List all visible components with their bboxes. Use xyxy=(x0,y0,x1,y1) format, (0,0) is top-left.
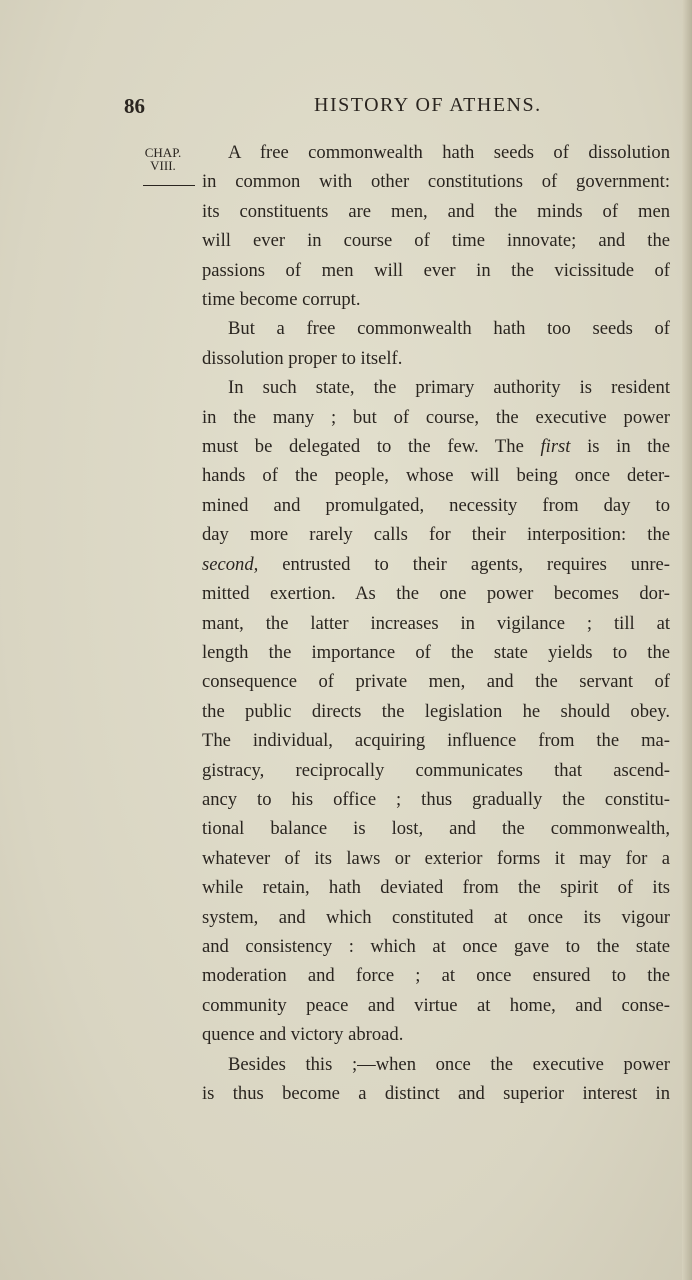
text-line: dissolution proper to itself. xyxy=(202,347,403,369)
margin-rule xyxy=(143,185,195,186)
text-line-with-emphasis xyxy=(202,432,670,461)
text-line: its constituents are men, and the minds of men xyxy=(202,200,670,222)
line-head: must be delegated to the few. The xyxy=(202,436,524,458)
text-line: day more rarely calls for their interposition: the xyxy=(202,524,670,546)
text-line: But a free commonwealth hath too seeds of xyxy=(228,318,670,340)
line-tail: is in the xyxy=(587,436,670,458)
paragraph xyxy=(202,373,670,1049)
text-line: is thus become a distinct and superior interest in xyxy=(202,1083,670,1104)
text-line: time become corrupt. xyxy=(202,289,361,311)
text-line: in common with other constitutions of government: xyxy=(202,171,670,193)
text-line: A free commonwealth hath seeds of dissolution xyxy=(228,142,670,163)
text-line: gistracy, reciprocally communicates that ascend- xyxy=(202,759,670,781)
chap-number: VIII. xyxy=(150,158,176,173)
page-edge xyxy=(682,0,692,1280)
text-line-with-emphasis xyxy=(202,550,670,579)
paragraph xyxy=(202,138,670,314)
page-header xyxy=(124,94,584,120)
text-line: tional balance is lost, and the commonwealth, xyxy=(202,818,670,840)
emphasis-second: second, xyxy=(202,553,259,575)
chap-label: CHAP. xyxy=(144,145,182,160)
text-line: passions of men will ever in the vicissitude of xyxy=(202,259,670,281)
text-line: whatever of its laws or exterior forms it may for a xyxy=(202,847,670,869)
running-title: HISTORY OF ATHENS. xyxy=(314,94,542,116)
chapter-marginal-note xyxy=(138,146,188,172)
text-line: moderation and force ; at once ensured to the xyxy=(202,965,670,987)
emphasis-first: first xyxy=(540,436,571,458)
text-line: ancy to his office ; thus gradually the constitu- xyxy=(202,788,670,810)
text-line: In such state, the primary authority is resident xyxy=(228,377,670,399)
text-line: quence and victory abroad. xyxy=(202,1024,404,1046)
text-line: The individual, acquiring influence from the ma- xyxy=(202,730,670,752)
text-line: mined and promulgated, necessity from day to xyxy=(202,494,670,516)
text-line: mant, the latter increases in vigilance ; till at xyxy=(202,612,670,634)
paragraph xyxy=(202,1050,670,1109)
text-line: the public directs the legislation he should obey. xyxy=(202,700,670,722)
text-line: and consistency : which at once gave to the state xyxy=(202,935,670,957)
text-line: system, and which constituted at once its vigour xyxy=(202,906,670,928)
text-line: community peace and virtue at home, and conse- xyxy=(202,994,670,1016)
text-line: in the many ; but of course, the executive power xyxy=(202,406,670,428)
text-line: mitted exertion. As the one power becomes dor- xyxy=(202,583,670,605)
text-line: while retain, hath deviated from the spirit of its xyxy=(202,877,670,899)
text-line: hands of the people, whose will being once deter- xyxy=(202,465,670,487)
body-text xyxy=(202,138,670,1108)
page-number: 86 xyxy=(124,94,145,118)
paragraph xyxy=(202,314,670,373)
text-line: consequence of private men, and the servant of xyxy=(202,671,670,693)
text-line: Besides this ;—when once the executive power xyxy=(228,1053,670,1075)
text-line: will ever in course of time innovate; and the xyxy=(202,230,670,252)
line-tail: entrusted to their agents, requires unre- xyxy=(282,553,670,575)
text-line: length the importance of the state yields to the xyxy=(202,641,670,663)
